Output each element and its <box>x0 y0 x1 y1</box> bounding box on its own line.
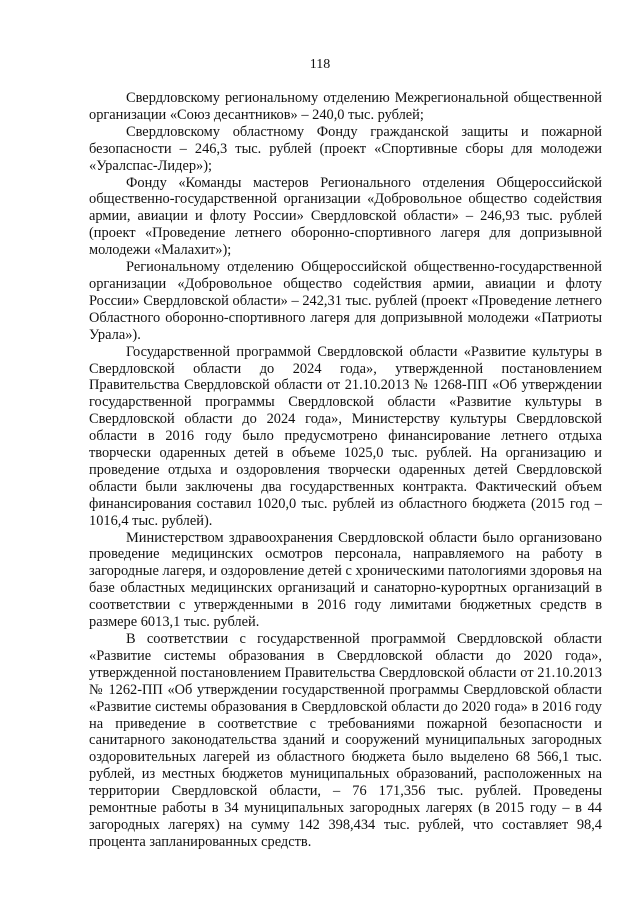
page-number: 118 <box>309 57 331 72</box>
paragraph-desantniki: Свердловскому региональному отделению Межрегиональной общественной организации «Союз десантников» – 240,0 тыс. рублей; <box>89 90 602 123</box>
paragraph-health-ministry: Министерством здравоохранения Свердловской области было организовано проведение медицинских осмотров персонала, направляемого на работу в загородные лагеря, и оздоровление детей с хроническими патологиями здоровья на базе областных медицинских организаций и санаторно-курортных организаций в соответствии с утвержденными в 2016 году лимитами бюджетных средств в размере 6013,1 тыс. рублей. <box>89 529 602 631</box>
paragraph-dosaaf-regional: Региональному отделению Общероссийской общественно-государственной организации «Добровольное общество содействия армии, авиации и флоту России» Свердловской области» – 242,31 тыс. рублей (проект «Проведение летнего Областного оборонно-спортивного лагеря для допризывной молодежи «Патриоты Урала»). <box>89 259 602 343</box>
paragraph-culture-program: Государственной программой Свердловской области «Развитие культуры в Свердловской области до 2024 года», утвержденной постановлением Правительства Свердловской области от 21.10.2013 № 1268-ПП «Об утверждении государственной программы Свердловской области «Развитие культуры в Свердловской области до 2024 года», Министерству культуры Свердловской области в 2016 году было предусмотрено финансирование летнего отдыха творчески одаренных детей в объеме 1025,0 тыс. рублей. На организацию и проведение отдыха и оздоровления творчески одаренных детей Свердловской области были заключены два государственных контракта. Фактический объем финансирования составил 1020,0 тыс. рублей из областного бюджета (2015 год – 1016,4 тыс. рублей). <box>89 343 602 529</box>
paragraph-masters-team-fund: Фонду «Команды мастеров Регионального отделения Общероссийской общественно-государственной организации «Добровольное общество содействия армии, авиации и флоту России» Свердловской области» – 246,93 тыс. рублей (проект «Проведение летнего оборонно-спортивного лагеря для допризывной молодежи «Малахит»); <box>89 174 602 259</box>
paragraph-civil-defense-fund: Свердловскому областному Фонду гражданской защиты и пожарной безопасности – 246,3 тыс. рублей (проект «Спортивные сборы для молодежи «Уралспас-Лидер»); <box>89 123 602 174</box>
paragraph-education-program: В соответствии с государственной программой Свердловской области «Развитие системы образования в Свердловской области до 2020 года», утвержденной постановлением Правительства Свердловской области от 21.10.2013 № 1262-ПП «Об утверждении государственной программы Свердловской области «Развитие системы образования в Свердловской области до 2020 года» в 2016 году на приведение в соответствие с требованиями пожарной безопасности и санитарного законодательства зданий и сооружений муниципальных загородных оздоровительных лагерей из областного бюджета было выделено 68 566,1 тыс. рублей, из местных бюджетов муниципальных образований, расположенных на территории Свердловской области, – 76 171,356 тыс. рублей. Проведены ремонтные работы в 34 муниципальных загородных лагерях (в 2015 году – в 44 загородных лагерях) на сумму 142 398,434 тыс. рублей, что составляет 98,4 процента запланированных средств. <box>89 631 602 850</box>
document-body <box>89 90 602 851</box>
